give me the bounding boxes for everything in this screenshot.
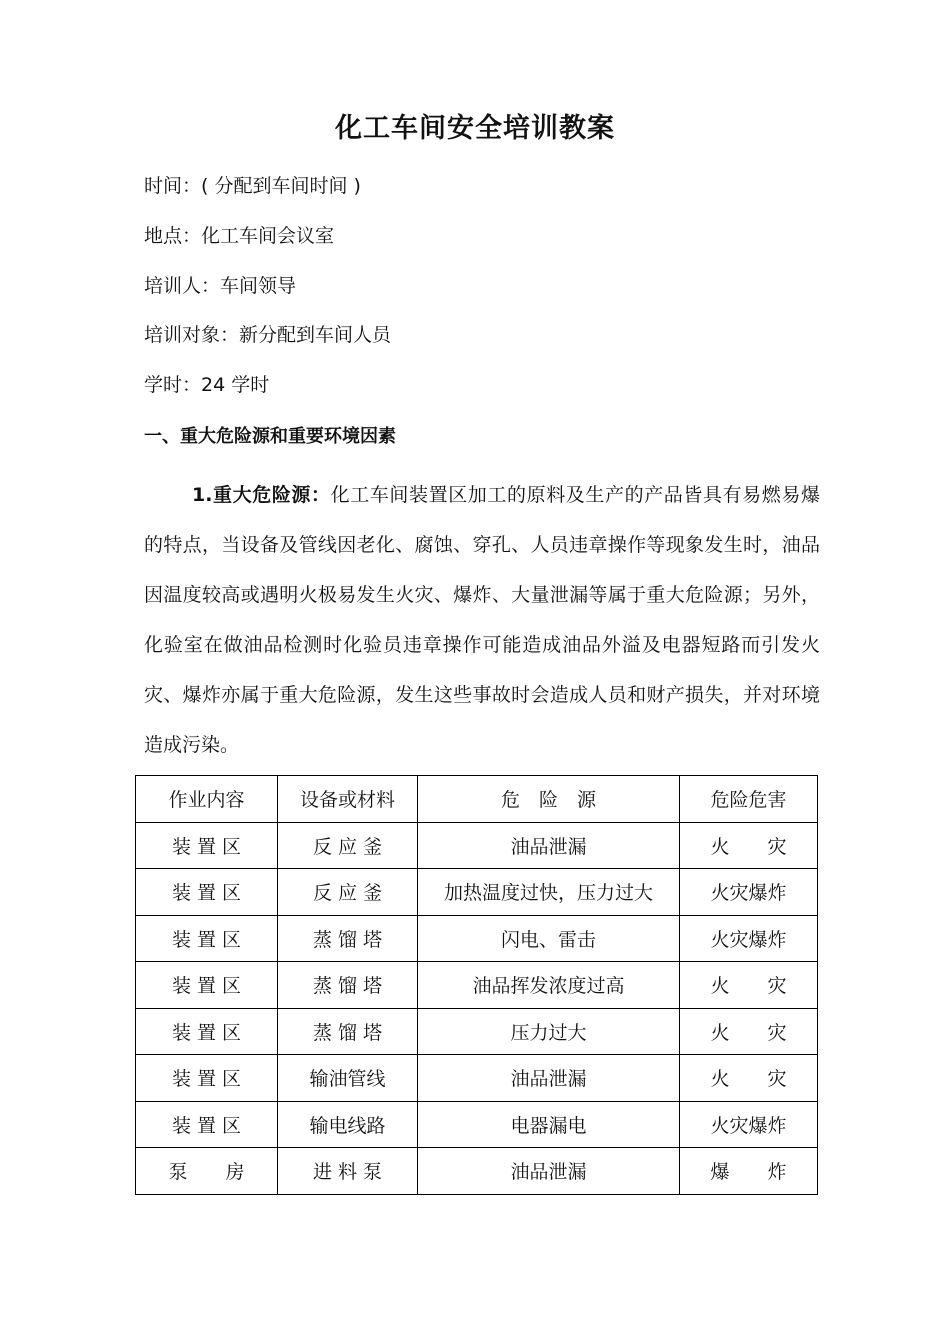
table-cell: 反 应 釜 [278,869,418,916]
table-cell: 油品挥发浓度过高 [418,962,680,1009]
table-row [136,1101,818,1148]
header-hazard-harm: 危险危害 [680,776,818,823]
table-header-row [136,776,818,823]
table-cell: 输油管线 [278,1055,418,1102]
table-row [136,915,818,962]
table-cell: 装 置 区 [136,962,278,1009]
section-heading: 一、重大危险源和重要环境因素 [144,426,396,447]
table-cell: 装 置 区 [136,1101,278,1148]
meta-location: 地点：化工车间会议室 [144,225,335,247]
table-cell: 装 置 区 [136,915,278,962]
table-cell: 进 料 泵 [278,1148,418,1195]
table-cell: 油品泄漏 [418,822,680,869]
table-cell: 火 灾 [680,822,818,869]
table-cell: 火 灾 [680,962,818,1009]
table-row [136,822,818,869]
table-cell: 装 置 区 [136,1008,278,1055]
header-hazard-source: 危 险 源 [418,776,680,823]
table-row [136,1055,818,1102]
table-cell: 蒸 馏 塔 [278,962,418,1009]
hazard-paragraph [144,470,820,770]
table-cell: 泵 房 [136,1148,278,1195]
table-cell: 装 置 区 [136,822,278,869]
table-cell: 蒸 馏 塔 [278,915,418,962]
meta-trainer: 培训人：车间领导 [144,275,297,297]
table-row [136,962,818,1009]
header-equipment: 设备或材料 [278,776,418,823]
table-cell: 油品泄漏 [418,1148,680,1195]
table-cell: 蒸 馏 塔 [278,1008,418,1055]
table-cell: 爆 炸 [680,1148,818,1195]
table-row [136,1148,818,1195]
paragraph-lead: 1.重大危险源： [192,484,331,506]
table-cell: 压力过大 [418,1008,680,1055]
paragraph-body: 化工车间装置区加工的原料及生产的产品皆具有易燃易爆的特点，当设备及管线因老化、腐蚀、穿孔、人员违章操作等现象发生时，油品因温度较高或遇明火极易发生火灾、爆炸、大量泄漏等属于重大危险源；另外，化验室在做油品检测时化验员违章操作可能造成油品外溢及电器短路而引发火灾、爆炸亦属于重大危险源，发生这些事故时会造成人员和财产损失，并对环境造成污染。 [144,484,820,756]
table-cell: 反 应 釜 [278,822,418,869]
table-cell: 火 灾 [680,1055,818,1102]
table-row [136,1008,818,1055]
meta-hours: 学时：24 学时 [144,374,270,396]
meta-time: 时间：( 分配到车间时间 ) [144,175,361,197]
table-cell: 电器漏电 [418,1101,680,1148]
table-row [136,869,818,916]
table-cell: 闪电、雷击 [418,915,680,962]
table-cell: 火灾爆炸 [680,869,818,916]
table-cell: 加热温度过快，压力过大 [418,869,680,916]
table-cell: 油品泄漏 [418,1055,680,1102]
table-cell: 火灾爆炸 [680,1101,818,1148]
hazard-table [135,775,818,1195]
table-cell: 装 置 区 [136,869,278,916]
table-cell: 火 灾 [680,1008,818,1055]
table-cell: 火灾爆炸 [680,915,818,962]
table-cell: 输电线路 [278,1101,418,1148]
meta-audience: 培训对象：新分配到车间人员 [144,324,392,346]
document-title: 化工车间安全培训教案 [335,113,615,144]
table-cell: 装 置 区 [136,1055,278,1102]
header-work-content: 作业内容 [136,776,278,823]
